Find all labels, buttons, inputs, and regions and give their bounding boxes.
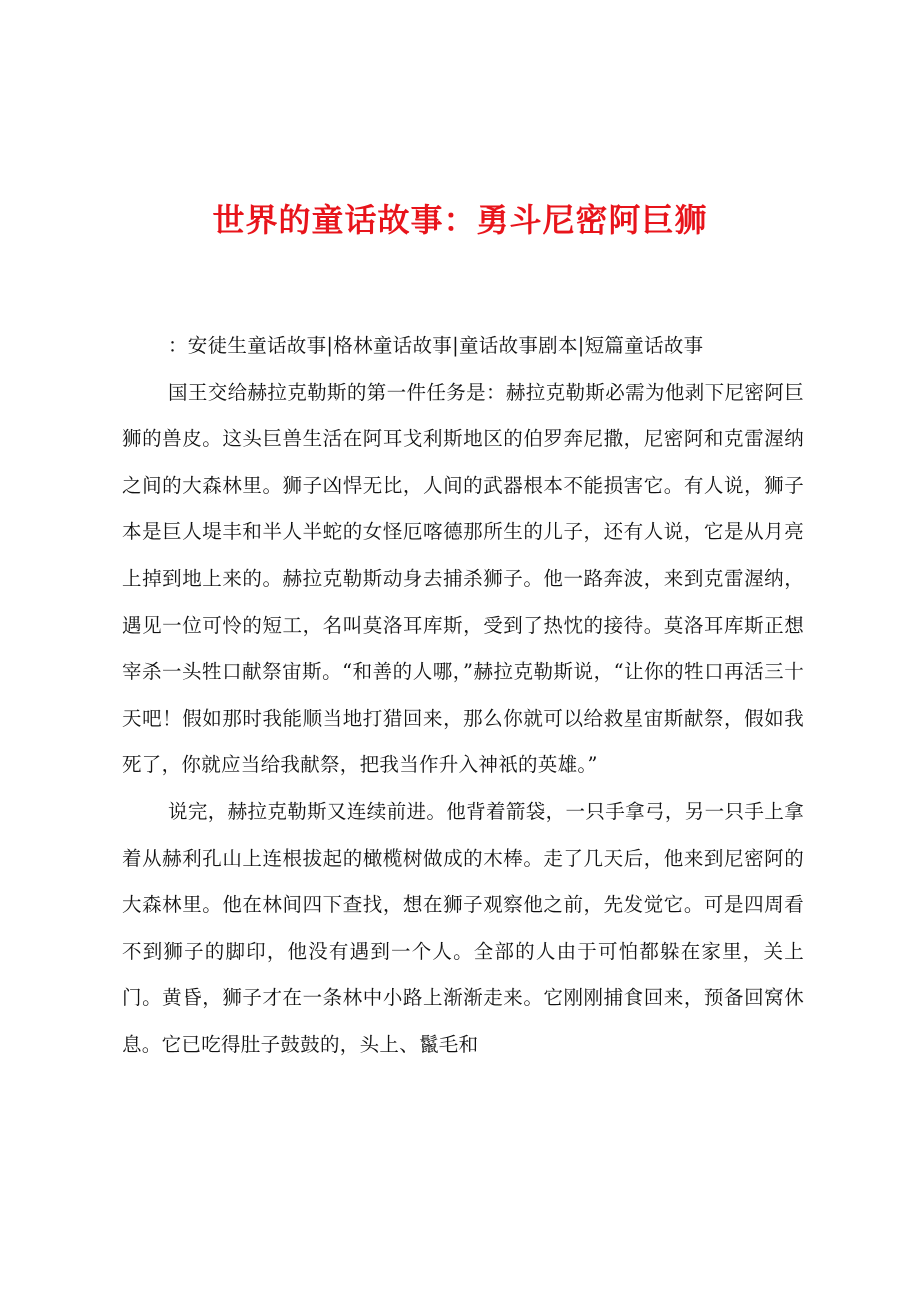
tags-line: ：安徒生童话故事|格林童话故事|童话故事剧本|短篇童话故事 [168, 334, 704, 357]
paragraph-1: 国王交给赫拉克勒斯的第一件任务是：赫拉克勒斯必需为他剥下尼密阿巨狮的兽皮。这头巨兽生活在阿耳戈利斯地区的伯罗奔尼撒，尼密阿和克雷渥纳之间的大森林里。狮子凶悍无比，人间的武器根本不能损害它。有人说，狮子本是巨人堤丰和半人半蛇的女怪厄喀德那所生的儿子，还有人说，它是从月亮上掉到地上来的。赫拉克勒斯动身去捕杀狮子。他一路奔波，来到克雷渥纳，遇见一位可怜的短工，名叫莫洛耳库斯，受到了热忱的接待。莫洛耳库斯正想宰杀一头牲口献祭宙斯。“和善的人哪，”赫拉克勒斯说，“让你的牲口再活三十天吧！假如那时我能顺当地打猎回来，那么你就可以给救星宙斯献祭，假如我死了，你就应当给我献祭，把我当作升入神祇的英雄。” [122, 380, 804, 777]
document-title: 世界的童话故事：勇斗尼密阿巨狮 [212, 201, 708, 239]
document-body [122, 323, 804, 1069]
paragraph-2: 说完，赫拉克勒斯又连续前进。他背着箭袋，一只手拿弓，另一只手上拿着从赫利孔山上连根拔起的橄榄树做成的木棒。走了几天后，他来到尼密阿的大森林里。他在林间四下查找，想在狮子观察他之前，先发觉它。可是四周看不到狮子的脚印，他没有遇到一个人。全部的人由于可怕都躲在家里，关上门。黄昏，狮子才在一条林中小路上渐渐走来。它刚刚捕食回来，预备回窝休息。它已吃得肚子鼓鼓的，头上、鬣毛和 [122, 799, 804, 1056]
